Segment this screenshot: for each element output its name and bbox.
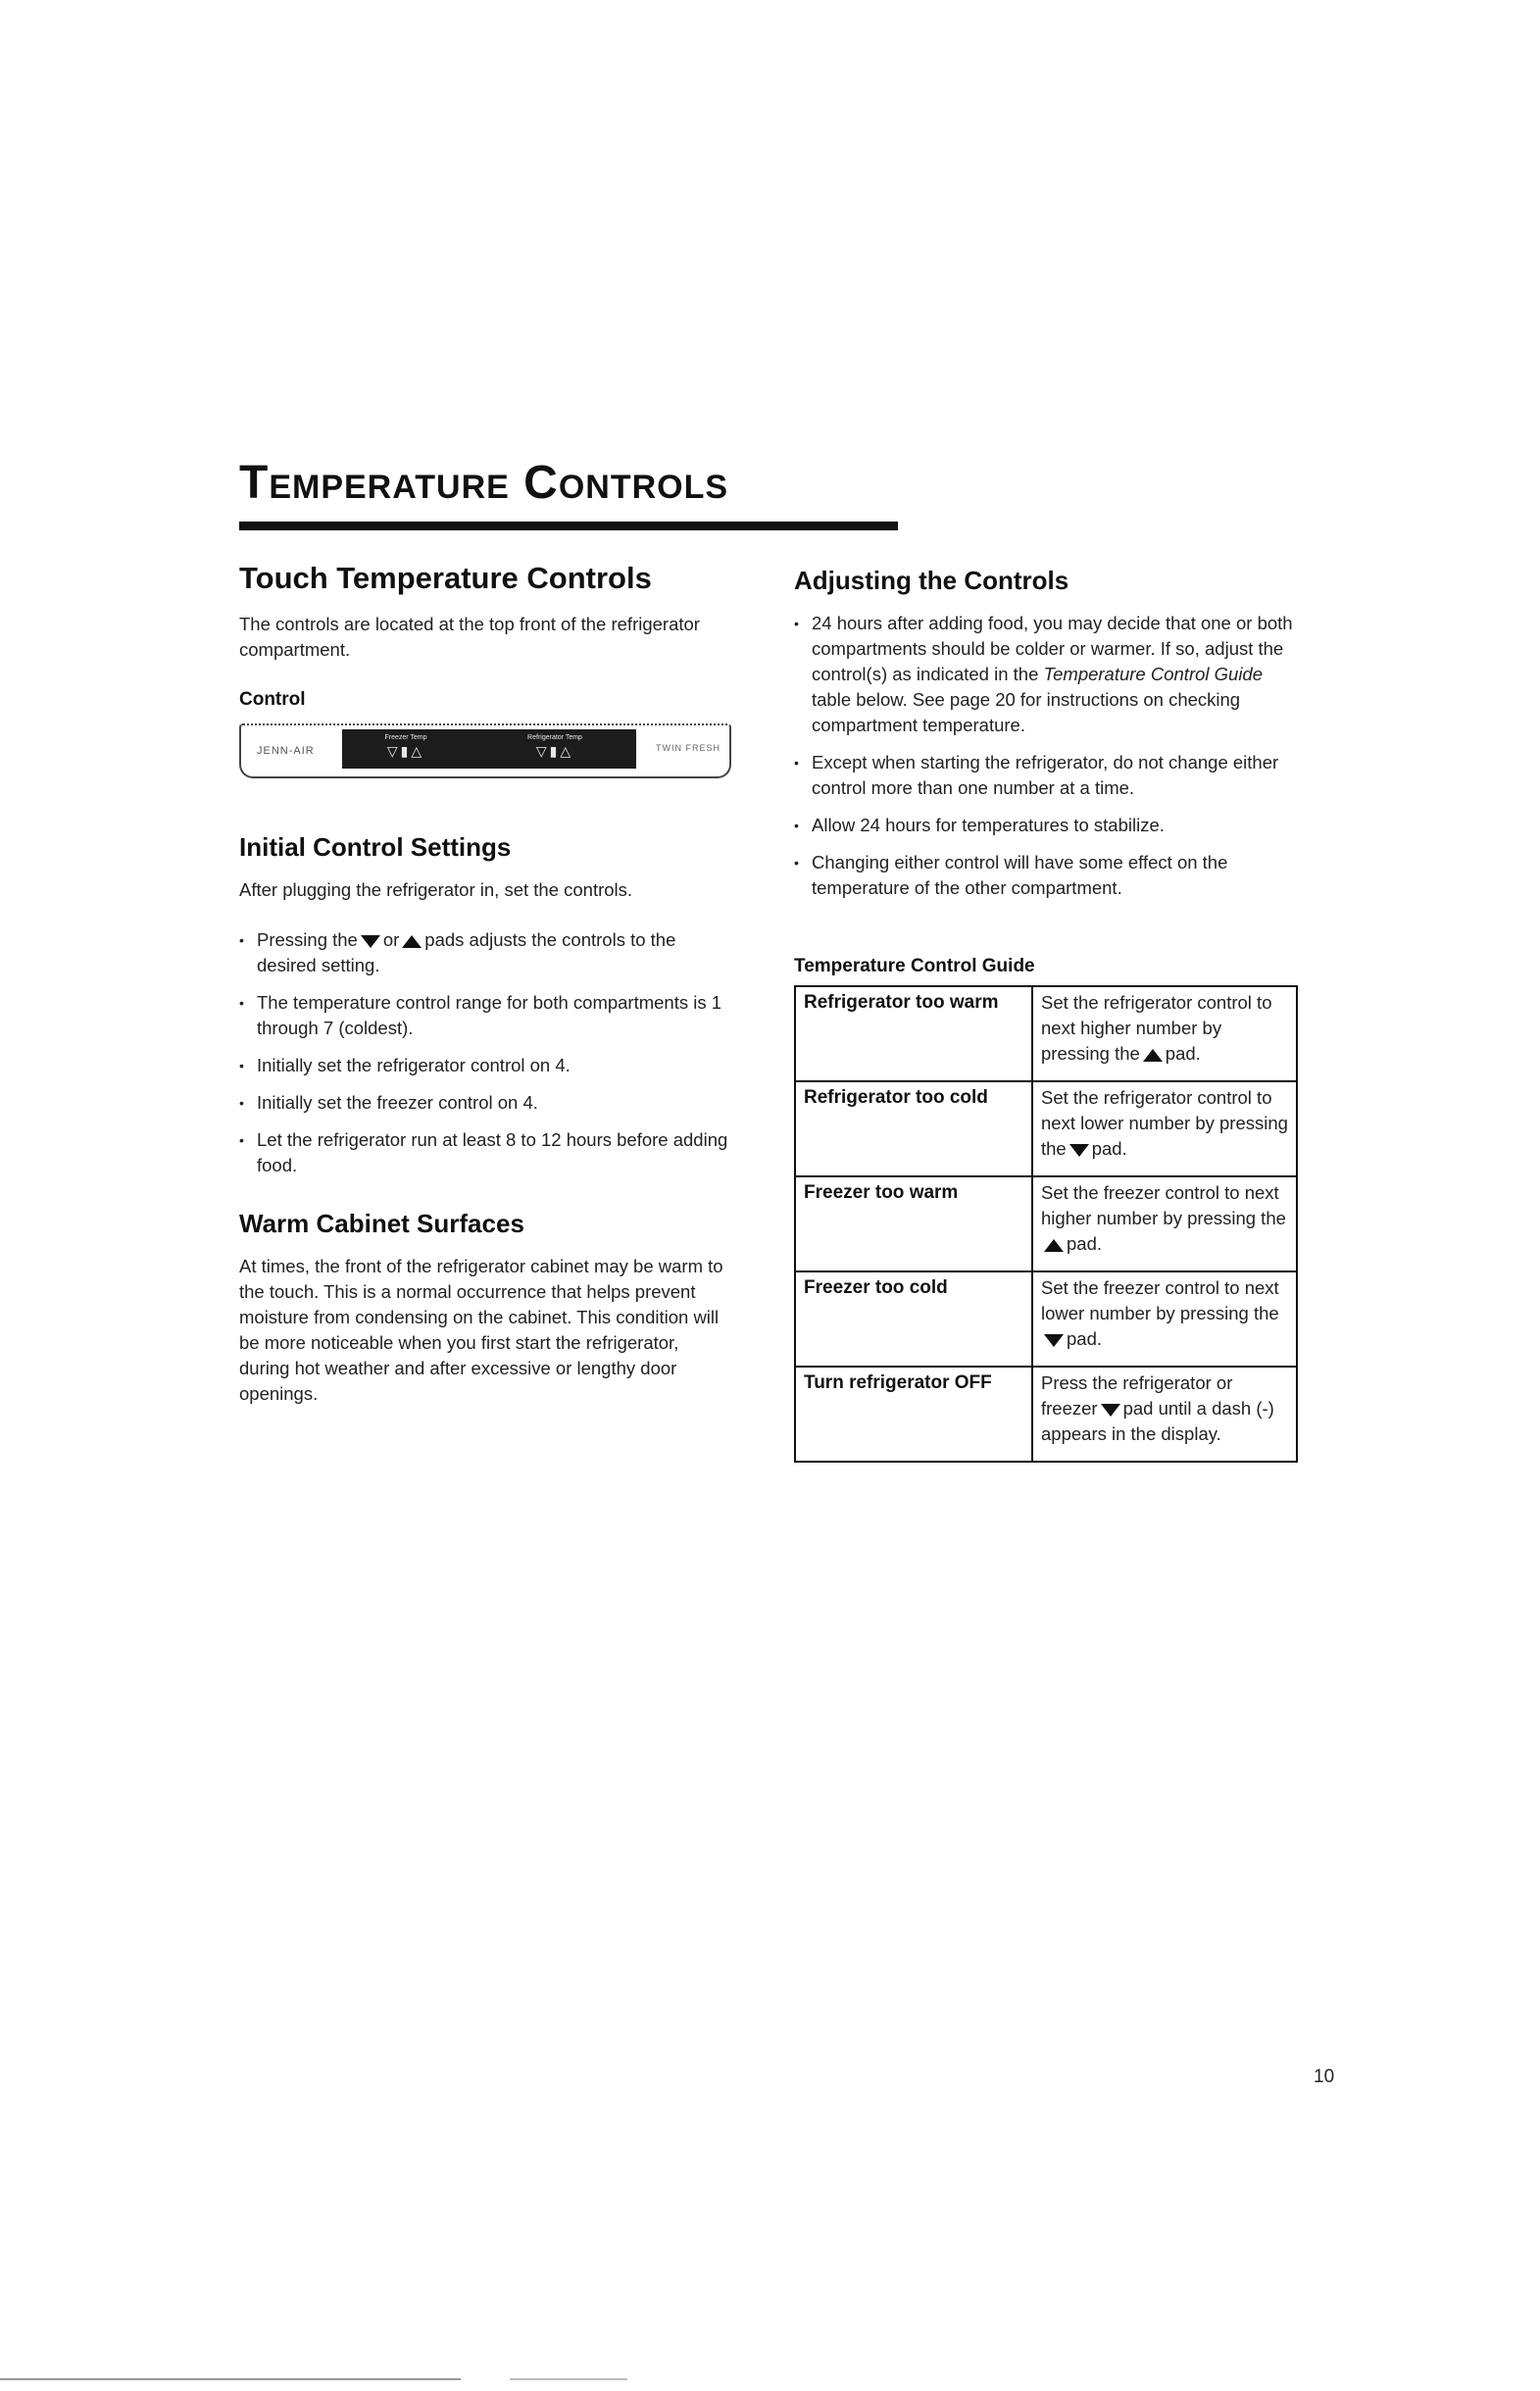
title-rule: [239, 522, 898, 530]
adjusting-heading: Adjusting the Controls: [794, 566, 1069, 595]
warm-surfaces-text: At times, the front of the refrigerator cabinet may be warm to the touch. This is a normal occurrence that helps prevent moisture from condensing on the cabinet. This condition will be more noticeable when you first start the refrigerator, during hot weather and after excessive or lengthy door openings.: [239, 1256, 723, 1404]
panel-brand-logo: JENN-AIR: [257, 745, 315, 757]
control-label: Control: [239, 689, 306, 710]
refrigerator-control-segment: [511, 733, 599, 765]
list-item: • Except when starting the refrigerator, do not change either control more than one number at a time.: [794, 750, 1304, 801]
refrigerator-pads-icon: ▽▮△: [535, 743, 574, 759]
initial-settings-list: [239, 927, 729, 1178]
down-arrow-icon: [361, 935, 380, 948]
guide-condition: Freezer too warm: [795, 1176, 1032, 1271]
refrigerator-temp-label: Refrigerator Temp: [527, 734, 582, 741]
table-row: [795, 1081, 1297, 1176]
list-item: • The temperature control range for both compartments is 1 through 7 (coldest).: [239, 990, 729, 1041]
guide-condition: Refrigerator too cold: [795, 1081, 1032, 1176]
initial-settings-heading: Initial Control Settings: [239, 832, 512, 862]
initial-settings-intro: After plugging the refrigerator in, set the controls.: [239, 879, 633, 900]
guide-condition: Freezer too cold: [795, 1271, 1032, 1367]
freezer-pads-icon: ▽▮△: [386, 743, 425, 759]
bottom-scan-line: [0, 2378, 461, 2380]
list-item: • 24 hours after adding food, you may decide that one or both compartments should be colder or warmer. If so, adjust the control(s) as indicated in the Temperature Control Guide table below. See page 20 for instructions on checking compartment temperature.: [794, 611, 1304, 738]
down-arrow-icon: [1069, 1144, 1089, 1157]
freezer-temp-label: Freezer Temp: [384, 734, 427, 741]
guide-action: Set the freezer control to next lower number by pressing thepad.: [1032, 1271, 1297, 1367]
up-arrow-icon: [402, 935, 422, 948]
table-row: [795, 1271, 1297, 1367]
guide-action: Set the refrigerator control to next higher number by pressing the pad.: [1032, 986, 1297, 1081]
page-title: Temperature Controls: [239, 457, 729, 509]
guide-reference: Temperature Control Guide: [1043, 664, 1264, 684]
warm-surfaces-heading: Warm Cabinet Surfaces: [239, 1209, 524, 1238]
down-arrow-icon: [1044, 1334, 1064, 1347]
page-number: 10: [1314, 2067, 1335, 2087]
list-item: • Allow 24 hours for temperatures to stabilize.: [794, 813, 1304, 838]
up-arrow-icon: [1143, 1049, 1163, 1062]
list-item: • Let the refrigerator run at least 8 to 12 hours before adding food.: [239, 1127, 729, 1178]
list-item: • Initially set the freezer control on 4.: [239, 1090, 729, 1116]
up-arrow-icon: [1044, 1239, 1064, 1252]
list-item: • Pressing the or pads adjusts the controls to the desired setting.: [239, 927, 729, 978]
table-row: [795, 1176, 1297, 1271]
touch-controls-intro: The controls are located at the top front of the refrigerator compartment.: [239, 614, 700, 660]
bottom-scan-dash: [510, 2378, 627, 2380]
guide-action: Set the freezer control to next higher number by pressing thepad.: [1032, 1176, 1297, 1271]
guide-condition: Turn refrigerator OFF: [795, 1367, 1032, 1462]
guide-action: Set the refrigerator control to next lower number by pressing the pad.: [1032, 1081, 1297, 1176]
temperature-control-guide-table: [794, 985, 1298, 1463]
down-arrow-icon: [1101, 1404, 1120, 1417]
list-item: • Initially set the refrigerator control on 4.: [239, 1053, 729, 1078]
table-row: [795, 1367, 1297, 1462]
table-row: [795, 986, 1297, 1081]
freezer-control-segment: [362, 733, 450, 765]
guide-condition: Refrigerator too warm: [795, 986, 1032, 1081]
adjusting-list: [794, 611, 1304, 901]
guide-title: Temperature Control Guide: [794, 956, 1035, 976]
list-item: • Changing either control will have some effect on the temperature of the other compartment.: [794, 850, 1304, 901]
control-panel-bar: [342, 729, 636, 769]
guide-action: Press the refrigerator or freezer pad until a dash (-) appears in the display.: [1032, 1367, 1297, 1462]
control-panel-image: [239, 723, 731, 778]
panel-right-text: TWIN FRESH: [656, 743, 720, 753]
touch-controls-heading: Touch Temperature Controls: [239, 561, 652, 595]
